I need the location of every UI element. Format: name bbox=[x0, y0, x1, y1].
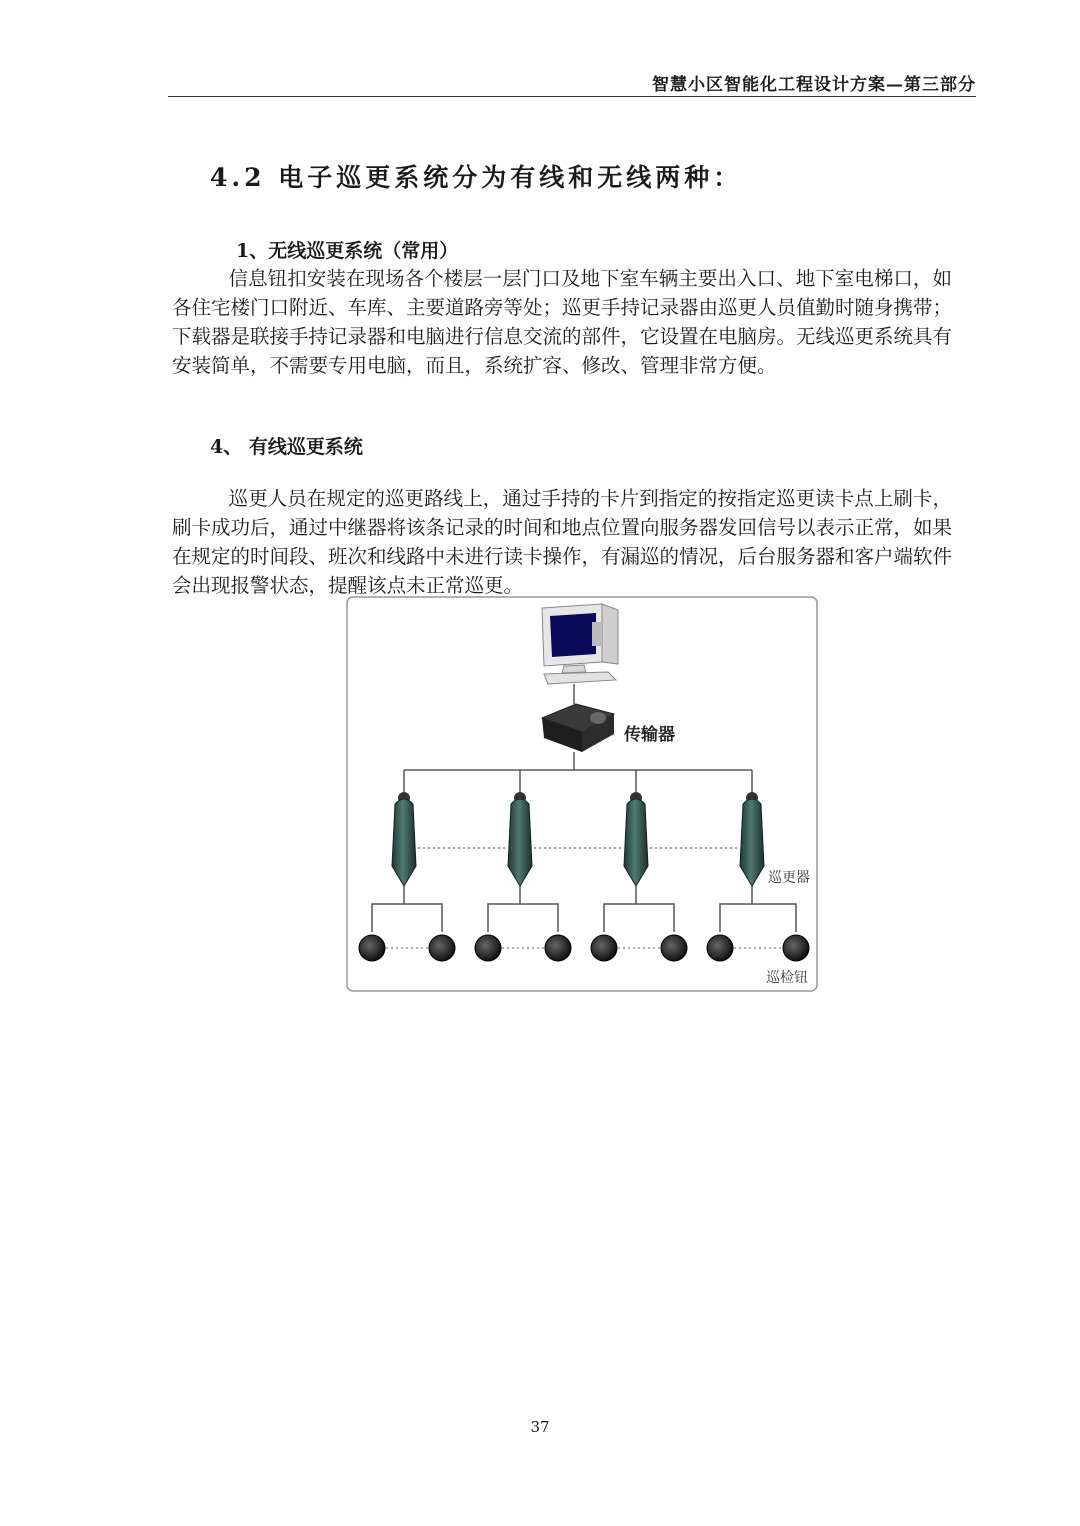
wireless-heading: 1、无线巡更系统（常用） bbox=[236, 240, 459, 262]
patrol-button-2 bbox=[429, 935, 455, 961]
wired-paragraph: 巡更人员在规定的巡更路线上，通过手持的卡片到指定的按指定巡更读卡点上刷卡，刷卡成功后，通过中继器将该条记录的时间和地点位置向服务器发回信号以表示正常，如果在规定的时间段、班次和线路中未进行读卡操作，有漏巡的情况，后台服务器和客户端软件会出现报警状态，提醒该点未正常巡更。 bbox=[172, 487, 953, 597]
page-header-title: 智慧小区智能化工程设计方案—第三部分 bbox=[652, 75, 976, 95]
patrol-button-8 bbox=[783, 935, 809, 961]
patrol-button-7 bbox=[707, 935, 733, 961]
patrol-system-diagram bbox=[346, 596, 818, 992]
header-divider bbox=[168, 96, 976, 97]
section-heading: 4.2 电子巡更系统分为有线和无线两种： bbox=[210, 163, 743, 192]
transmitter-label: 传输器 bbox=[624, 725, 675, 745]
patrol-button-4 bbox=[545, 935, 571, 961]
wireless-paragraph: 信息钮扣安装在现场各个楼层一层门口及地下室车辆主要出入口、地下室电梯口，如各住宅楼门口附近、车库、主要道路旁等处；巡更手持记录器由巡更人员值勤时随身携带；下载器是联接手持记录器和电脑进行信息交流的部件，它设置在电脑房。无线巡更系统具有安装简单，不需要专用电脑，而且，系统扩容、修改、管理非常方便。 bbox=[172, 267, 953, 377]
patrol-device-label: 巡更器 bbox=[768, 870, 810, 886]
wired-heading: 4、 有线巡更系统 bbox=[210, 436, 363, 458]
patrol-button-6 bbox=[661, 935, 687, 961]
patrol-button-1 bbox=[359, 935, 385, 961]
page-number: 37 bbox=[530, 1418, 550, 1436]
patrol-button-3 bbox=[475, 935, 501, 961]
patrol-button-label: 巡检钮 bbox=[766, 970, 808, 986]
patrol-button-5 bbox=[591, 935, 617, 961]
